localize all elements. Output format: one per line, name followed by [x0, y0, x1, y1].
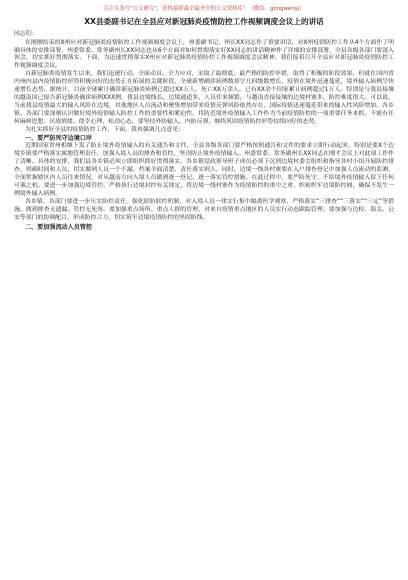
section-1-paragraph-2: 各乡镇、各部门要进一步压实防控责任，强化联防联控机制，对入境人员一律实行集中隔离医学观察，严格落实“三排查”“三落实”“三定”等措施，做到排查无遗漏、管控无死角。要加强重点场所、重点人群的管理，对来自疫情重点地区的人员实行动态跟踪管理。要加强与边检、海关、公安等部门的协调配合，形成防控合力，切实筑牢边境疫情防控的坚固防线。 — [14, 198, 394, 221]
section-heading-2: 二、要加强流动人员管控 — [25, 223, 93, 231]
intro-paragraph-1: 在刚刚结束的X州应对新冠肺炎疫情防控工作视频调度会议上，州委副书记、州长XX同志作了重要讲话，对X州疫情防控工作从4个方面作了明确具体的安排部署，州委常委、常务副州长XX同志也从6个方面对如何贯彻落实好XX同志的讲话精神作了详细的安排部署，全县各级各部门要深入领会，切实抓好贯彻落实。下面，为迅速贯彻落实X州应对新冠肺炎疫情防控工作视频调度会议精神，我们接着召开全县应对新冠肺炎疫情防控工作视频调度会议。 — [14, 39, 394, 70]
intro-paragraph-2: 自新冠肺炎疫情发生以来，我们迅速行动、全面动员、全力应对，采取了最彻底、最严格的防控举措，取得了积极的阶段效果。但就在国内省内州内县内疫情防控形势积极向好的态势正在拓展的关键阶段，全球新增确诊病例数却呈几何级数增长，疫情在境外迅速蔓延，境外输入病例呈快速增长态势。据统计，目前全球累计确诊新冠肺炎病例已超过XX万人，死亡XX万余人，已有XX余个国家累计病例超过1万人。特别是与我县接壤的越南国已报告新冠肺炎确诊病例XXX例，我县边境线长、边境通道多、人员往来频繁，与越南直接接壤的边境村寨多，防控难度很大。可以说，当前我县疫情最大的输入风险在边境，其他地区人员流动和聚集增加带来疫情反弹风险依然存在，国际疫情迅速蔓延带来的输入性风险增加。各乡镇、各部门要深刻认识做好境外疫情输入防控工作的重要性和紧迫性，将防范境外疫情输入工作作为当前疫情防控的一项重要任务来抓，不能有任何麻痹思想、厌战情绪、侥幸心理、松劲心态，要坚持外防输入、内防反弹，继续巩固疫情防控形势持续向好的态势。 — [14, 71, 394, 125]
section-heading-1: 一、要严防死守边境口岸 — [25, 135, 93, 143]
section-1-paragraph-1: 近期国家省州相继下发了防止境外疫情输入的有关通告和文件，全县各级各部门要严格按照通告和文件的要求立即行动起来，特别是要X个边境乡镇要严格落实属地管理责任，加强入境人员的排查和管控，坚决防止境外疫情输入。州委常委、常务副州长XX同志在刚才会议上对此项工作作了清晰、具体的安排，我们县各乡镇必须立即组织抓好贯彻落实，各乡镇党政领导班子成员必须下沉到边境村委会组织和指导各村小组开展防控排查，明确时间和人员，切实做到人员一个不漏、档案全面清楚、责任落实到人。同时，边境一线各村寨要在入户排查登记中加强人员流动的监测，全面掌握辖区内人员往来情况，对从越南方向入境人员做到逐一登记、逐一落实管控措施。在此过程中，要严防死守，不给境外疫情输入留下任何可乘之机。要进一步加强边境管控，严格执行边境封控有关规定，将边境一线村寨作为疫情防控的重中之重，织密织牢边境防控网，确保不发生一例境外输入病例。 — [14, 143, 394, 197]
intro-paragraph-3: 为扎实抓好全县的疫情防控工作，下面，我再强调几点意见： — [25, 126, 185, 133]
header-banner — [14, 6, 394, 13]
salutation: 同志们： — [14, 31, 38, 37]
banner-line: 关注头条号"公文研究"，获得最新最全最齐全的公文资料库！（微信：gongwenyj） — [103, 6, 305, 12]
document-title: XX县委副书记在全县应对新冠肺炎疫情防控工作视频调度会议上的讲话 — [84, 17, 324, 26]
